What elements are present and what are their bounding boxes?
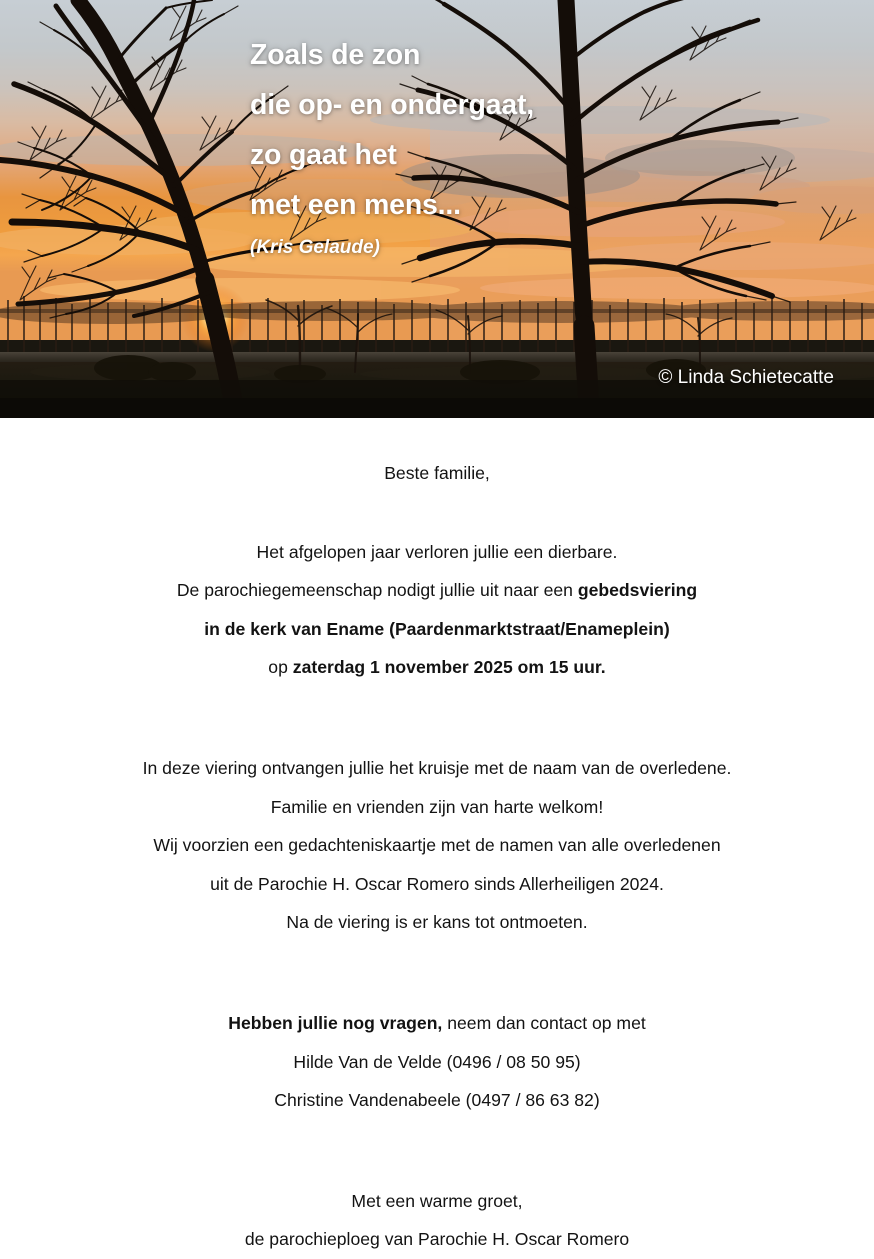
spacer-after-invitation	[0, 687, 874, 749]
closing-paragraph	[0, 1182, 874, 1259]
invitation-paragraph	[0, 533, 874, 687]
invitation-line-4-plain: op	[268, 657, 293, 678]
contact-person-2: Christine Vandenabeele (0497 / 86 63 82)	[274, 1090, 600, 1111]
invitation-line-2-plain: De parochiegemeenschap nodigt jullie uit naar een	[176, 580, 578, 601]
sunset-landscape-image	[0, 0, 874, 418]
letter-body	[0, 418, 874, 1259]
contact-intro-bold: Hebben jullie nog vragen,	[228, 1012, 443, 1033]
salutation: Beste familie,	[384, 463, 490, 483]
spacer-after-salutation	[0, 493, 874, 533]
details-paragraph	[0, 749, 874, 942]
closing-line-2: de parochieploeg van Parochie H. Oscar Romero	[244, 1229, 630, 1250]
quote-line-1: Zoals de zon	[250, 39, 421, 71]
quote-attribution: (Kris Gelaude)	[250, 237, 380, 258]
details-line-4: uit de Parochie H. Oscar Romero sinds Allerheiligen 2024.	[210, 873, 664, 894]
spacer-after-contact	[0, 1120, 874, 1182]
details-line-3: Wij voorzien een gedachteniskaartje met de namen van alle overledenen	[153, 835, 721, 856]
invitation-line-1: Het afgelopen jaar verloren jullie een dierbare.	[256, 541, 618, 562]
details-line-5: Na de viering is er kans tot ontmoeten.	[286, 912, 588, 933]
spacer-after-details	[0, 942, 874, 1004]
contact-paragraph	[0, 1004, 874, 1120]
details-line-2: Familie en vrienden zijn van harte welkom!	[270, 796, 604, 817]
invitation-line-2	[0, 571, 874, 610]
quote-line-3: zo gaat het	[250, 139, 397, 171]
invitation-keyword-gebedsviering: gebedsviering	[577, 580, 698, 601]
contact-person-1: Hilde Van de Velde (0496 / 08 50 95)	[293, 1051, 581, 1072]
quote-line-4: met een mens...	[250, 189, 461, 221]
invitation-line-3	[0, 610, 874, 649]
photo-credit: © Linda Schietecatte	[658, 367, 834, 388]
hero-photo-banner	[0, 0, 874, 418]
invitation-location: in de kerk van Ename (Paardenmarktstraat/Enameplein)	[204, 618, 670, 639]
closing-line-1: Met een warme groet,	[351, 1190, 523, 1211]
contact-intro-plain: neem dan contact op met	[442, 1012, 646, 1033]
contact-intro	[0, 1004, 874, 1043]
invitation-line-4	[0, 648, 874, 687]
details-line-1: In deze viering ontvangen jullie het kruisje met de naam van de overledene.	[142, 757, 732, 778]
quote-line-2: die op- en ondergaat,	[250, 89, 534, 121]
invitation-datetime: zaterdag 1 november 2025 om 15 uur.	[292, 657, 606, 678]
